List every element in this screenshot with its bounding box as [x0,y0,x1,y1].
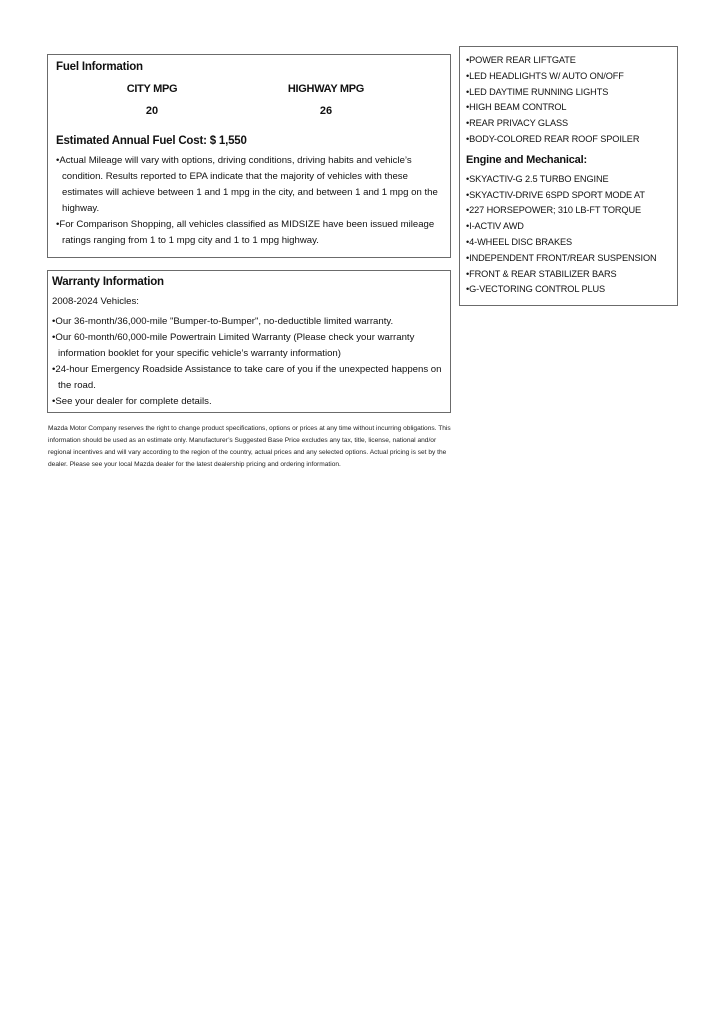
warranty-item: •Our 60-month/60,000-mile Powertrain Limited Warranty (Please check your warranty information booklet for your specific vehicle’s warranty information) [52,332,415,359]
city-mpg-value: 20 [145,105,159,117]
exterior-features-list [466,53,671,148]
highway-mpg-value: 26 [319,105,333,117]
warranty-item: •See your dealer for complete details. [52,396,212,407]
highway-mpg-label: HIGHWAY MPG [287,83,365,95]
feature-item: •POWER REAR LIFTGATE [466,55,576,65]
fuel-information-box [47,54,451,258]
feature-item: •SKYACTIV-G 2.5 TURBO ENGINE [466,173,609,184]
feature-item: •227 HORSEPOWER; 310 LB-FT TORQUE [466,205,642,216]
warranty-information-title: Warranty Information [52,276,164,288]
disclaimer-text: Mazda Motor Company reserves the right to change product specifications, options or prices at any time without incurring obligations. This information should be used as an estimate only. Manufacturer’s Suggested Base Price excludes any tax, title, license, national and/or regional incentives and will vary according to the region of the country, actual prices and any selected options. Actual pricing is set by the dealer. Please see your local Mazda dealer for the latest dealership pricing and ordering information. [48,425,451,468]
feature-item: •INDEPENDENT FRONT/REAR SUSPENSION [466,252,657,263]
feature-item: •LED HEADLIGHTS W/ AUTO ON/OFF [466,70,624,81]
feature-item: •REAR PRIVACY GLASS [466,118,569,129]
fuel-note: •Actual Mileage will vary with options, driving conditions, driving habits and vehicle’s condition. Results reported to EPA indicate that the majority of vehicles with these estimates will achieve between 1 and 1 mpg in the city, and between 1 and 1 mpg on the highway. [56,155,438,214]
mpg-row [56,83,442,127]
warranty-item: •24-hour Emergency Roadside Assistance to take care of you if the unexpected happens on the road. [52,364,442,391]
feature-item: •HIGH BEAM CONTROL [466,102,567,113]
warranty-information-box [47,270,451,413]
feature-item: •LED DAYTIME RUNNING LIGHTS [466,86,609,97]
feature-item: •4-WHEEL DISC BRAKES [466,236,573,247]
engine-features-list [466,172,671,298]
city-mpg-label: CITY MPG [126,83,178,95]
warranty-item: •Our 36-month/36,000-mile "Bumper-to-Bumper", no-deductible limited warranty. [52,316,394,327]
warranty-intro: 2008-2024 Vehicles: [52,296,139,307]
feature-item: •I-ACTIV AWD [466,221,524,232]
warranty-list [52,314,446,410]
fuel-notes [56,153,442,249]
feature-item: •G-VECTORING CONTROL PLUS [466,284,606,295]
fuel-information-title: Fuel Information [56,61,143,73]
feature-item: •BODY-COLORED REAR ROOF SPOILER [466,133,640,144]
highway-mpg [266,83,386,117]
engine-mechanical-heading: Engine and Mechanical: [466,153,587,166]
city-mpg [92,83,212,117]
fuel-note: •For Comparison Shopping, all vehicles classified as MIDSIZE have been issued mileage ratings ranging from 1 to 1 mpg city and 1 to 1 mpg highway. [56,219,435,246]
annual-fuel-cost: Estimated Annual Fuel Cost: $ 1,550 [56,135,247,147]
features-box [459,46,678,306]
feature-item: •FRONT & REAR STABILIZER BARS [466,268,617,279]
feature-item: •SKYACTIV-DRIVE 6SPD SPORT MODE AT [466,189,645,200]
